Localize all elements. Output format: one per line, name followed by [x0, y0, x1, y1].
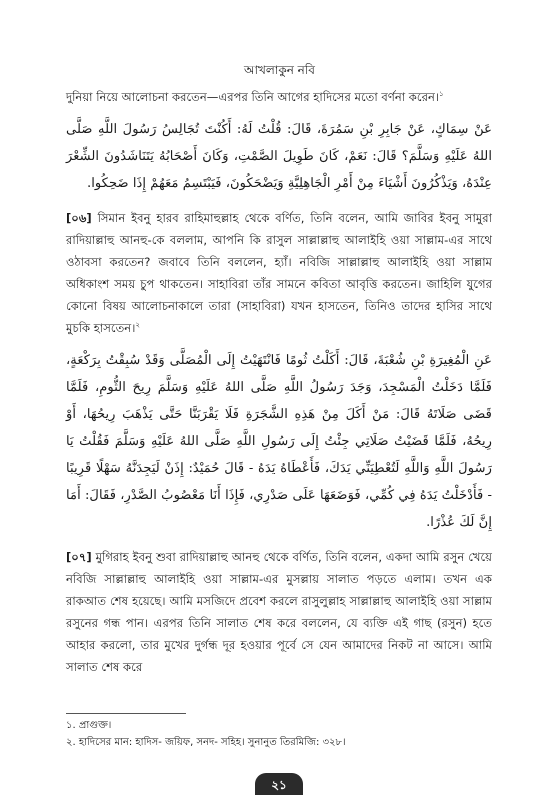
- hadith-translation: সিমান ইবনু হারব রাহিমাহুল্লাহ থেকে বর্ণিত, তিনি বলেন, আমি জাবির ইবনু সামুরা রাদিয়াল্লাহু আনহু-কে বললাম, আপনি কি রাসুল সাল্লাল্লাহু আলাইহি ওয়া সাল্লাম-এর সাথে ওঠাবসা করতেন? জবাবে তিনি বললেন, হ্যাঁ। নবিজি সাল্লাল্লাহু আলাইহি ওয়া সাল্লাম অধিকাংশ সময় চুপ থাকতেন। সাহাবিরা তাঁর সামনে কবিতা আবৃত্তি করতেন। জাহিলি যুগের কোনো বিষয় আলোচনাকালে তারা (সাহাবিরা) যখন হাসতেন, তিনিও তাদের হাসির সাথে মুচকি হাসতেন।: [66, 211, 493, 335]
- paragraph-continuation: [66, 86, 492, 108]
- footnote-item: [66, 734, 492, 751]
- arabic-hadith-text: عَنْ سِمَاكٍ، عَنْ جَابِرِ بْنِ سَمُرَةَ، قَالَ: قُلْتُ لَهُ: أَكُنْتَ تُجَالِسُ رَسُولَ اللَّهِ صَلَّى اللهُ عَلَيْهِ وَسَلَّمَ؟ قَالَ: نَعَمْ، كَانَ طَوِيلَ الصَّمْتِ، وَكَانَ أَصْحَابُهُ يَتَنَاشَدُونَ الشِّعْرَ عِنْدَهُ، وَيَذْكُرُونَ أَشْيَاءَ مِنْ أَمْرِ الْجَاهِلِيَّةِ وَيَضْحَكُونَ، فَيَبْتَسِمُ مَعَهُمْ إِذَا ضَحِكُوا.: [66, 122, 492, 191]
- footnotes: [66, 717, 492, 751]
- hadith-number: [০৭]: [66, 550, 92, 564]
- hadith-translation: মুগিরাহ ইবনু শুবা রাদিয়াল্লাহু আনহু থেকে বর্ণিত, তিনি বলেন, একদা আমি রসুন খেয়ে নবিজি সাল্লাল্লাহু আলাইহি ওয়া সাল্লাম-এর মুসল্লায় সালাত পড়তে এলাম। তখন এক রাকআত শেষ হয়েছে। আমি মসজিদে প্রবেশ করলে রাসুলুল্লাহ সাল্লাল্লাহু আলাইহি ওয়া সাল্লাম রসুনের গন্ধ পান। এরপর তিনি সালাত শেষ করে বললেন, যে ব্যক্তি এই গাছ (রসুন) হতে আহার করলো, তার মুখের দুর্গন্ধ দূর হওয়ার পূর্বে সে যেন আমাদের নিকট না আসে। আমি সালাত শেষ করে: [66, 550, 492, 674]
- hadith-number: [০৬]: [66, 211, 92, 225]
- footnote-mark: ১.: [66, 720, 76, 731]
- hadith-06: [66, 207, 492, 339]
- page-number-badge: ২১: [255, 773, 303, 795]
- footnote-divider: [66, 713, 186, 714]
- footnote-text: প্রাগুক্ত।: [78, 720, 112, 731]
- arabic-hadith-text: عَنِ الْمُغِيرَةِ بْنِ شُعْبَةَ، قَالَ: أَكَلْتُ ثُومًا فَانْتَهَيْتُ إِلَى الْمُصَلَّى وَقَدْ سُبِقْتُ بِرَكْعَةٍ، فَلَمَّا دَخَلْتُ الْمَسْجِدَ، وَجَدَ رَسُولُ اللَّهِ صَلَّى اللهُ عَلَيْهِ وَسَلَّمَ رِيحَ الثُّومِ، فَلَمَّا قَضَى صَلَاتَهُ قَالَ: مَنْ أَكَلَ مِنْ هَذِهِ الشَّجَرَةِ فَلَا يَقْرَبَنَّا حَتَّى يَذْهَبَ رِيحُهَا، أَوْ رِيحُهُ، فَلَمَّا قَضَيْتُ صَلَاتِي جِئْتُ إِلَى رَسُولِ اللَّهِ صَلَّى اللهُ عَلَيْهِ وَسَلَّمَ فَقُلْتُ يَا رَسُولَ اللَّهِ وَاللَّهِ لَتُعْطِيَنِّي يَدَكَ، فَأَعْطَاهُ يَدَهُ - قَالَ حُمَيْدٌ: إِذَنْ لَيَجِدَنَّهُ سَهْلًا قَرِيبًا - فَأَدْخَلْتُ يَدَهُ فِي كُمِّي، فَوَضَعَهَا عَلَى صَدْرِي، فَإِذَا أَنَا مَعْصُوبُ الصَّدْرِ، فَقَالَ: أَمَا إِنَّ لَكَ عُذْرًا.: [66, 353, 492, 530]
- running-header: আখলাকুন নবি: [244, 63, 315, 77]
- footnote-mark: ২.: [66, 737, 76, 748]
- footnote-ref[interactable]: ২: [135, 321, 140, 330]
- footnote-text: হাদিসের মান: হাদিস- জয়িফ, সনদ- সহিহ। সুনানুত তিরমিজি: ৩২৮।: [78, 737, 346, 748]
- footnote-ref[interactable]: ১: [439, 90, 444, 99]
- paragraph-text: দুনিয়া নিয়ে আলোচনা করতেন—এরপর তিনি আগের হাদিসের মতো বর্ণনা করেন।: [66, 90, 440, 104]
- page-body: [66, 86, 492, 678]
- footnote-item: [66, 717, 492, 734]
- hadith-07: [66, 546, 492, 678]
